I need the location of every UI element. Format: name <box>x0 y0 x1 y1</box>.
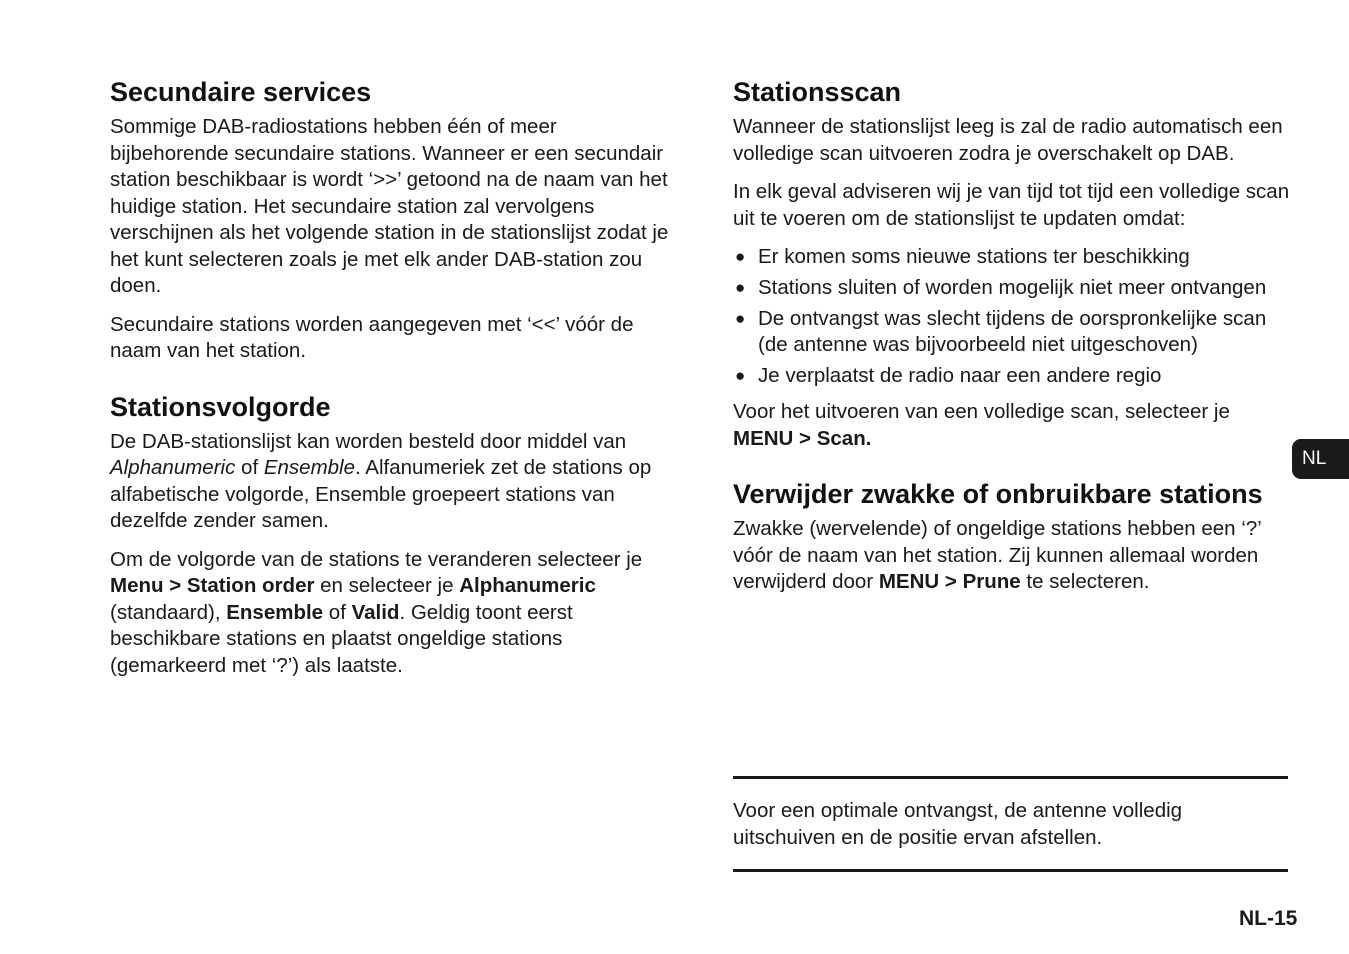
paragraph: Sommige DAB-radiostations hebben één of meer bijbehorende secundaire stations. Wanneer er een secundair station beschikbaar is wordt ‘>>’ getoond na de naam van het huidige station. Het secundaire station zal vervolgens verschijnen als het volgende station in de stationslijst zodat je het kunt selecteren zoals je met elk ander DAB-station zou doen. <box>110 115 669 297</box>
bullet-icon: ● <box>735 309 746 328</box>
menu-path: MENU > Prune <box>878 570 1021 593</box>
text-run: en selecteer je <box>314 574 460 597</box>
list-item <box>733 306 1293 358</box>
bullet-icon: ● <box>735 366 746 385</box>
menu-path: Menu > Station order <box>110 574 315 597</box>
menu-path: MENU > Scan. <box>733 426 872 450</box>
stationsscan-section <box>733 74 1293 452</box>
left-column <box>110 74 670 691</box>
text-run: (standaard), <box>110 600 227 624</box>
text-run: Om de volgorde van de stations te veranderen selecteer je <box>110 547 643 571</box>
bullet-icon: ● <box>735 278 746 297</box>
section-heading: Stationsscan <box>733 77 902 107</box>
stationsvolgorde-section <box>110 389 670 680</box>
bullet-icon: ● <box>735 247 746 266</box>
right-column <box>733 74 1293 608</box>
text-run: . Geldig toont eerst beschikbare stations en plaatst ongeldige stations (gemarkeerd met ‘?’) als laatste. <box>110 600 573 677</box>
list-item-text: Stations sluiten of worden mogelijk niet meer ontvangen <box>758 276 1267 299</box>
text-run: of <box>323 600 352 624</box>
paragraph <box>110 429 670 535</box>
note-bottom-rule <box>733 869 1288 872</box>
note-text: Voor een optimale ontvangst, de antenne volledig uitschuiven en de positie ervan afstellen. <box>733 799 1183 849</box>
section-heading: Stationsvolgorde <box>110 391 331 422</box>
paragraph <box>733 399 1293 452</box>
list-item <box>733 275 1293 301</box>
option-term: Valid <box>351 600 400 624</box>
text-run: Zwakke (wervelende) of ongeldige stations hebben een ‘?’ vóór de naam van het station. Zij kunnen allemaal worden verwijderd door <box>733 517 1262 593</box>
paragraph: In elk geval adviseren wij je van tijd tot tijd een volledige scan uit te voeren om de stationslijst te updaten omdat: <box>733 180 1290 230</box>
text-run: of <box>235 456 264 479</box>
language-tab: NL <box>1292 439 1349 479</box>
bullet-list <box>733 244 1293 389</box>
text-run: . Alfanumeriek zet de stations op alfabetische volgorde, Ensemble groepeert stations van dezelfde zender samen. <box>110 456 652 532</box>
verwijder-stations-section <box>733 476 1293 596</box>
note-top-rule <box>733 776 1288 779</box>
italic-term: Ensemble <box>263 456 356 479</box>
paragraph <box>733 516 1293 596</box>
paragraph: Wanneer de stationslijst leeg is zal de radio automatisch een volledige scan uitvoeren zodra je overschakelt op DAB. <box>733 115 1283 165</box>
text-run: Voor het uitvoeren van een volledige scan, selecteer je <box>733 400 1230 423</box>
list-item-text: Je verplaatst de radio naar een andere regio <box>758 364 1162 387</box>
option-term: Ensemble <box>226 600 324 624</box>
text-run: te selecteren. <box>1020 570 1150 593</box>
option-term: Alphanumeric <box>459 574 596 597</box>
list-item-text: Er komen soms nieuwe stations ter beschikking <box>758 245 1190 268</box>
list-item <box>733 244 1293 270</box>
page-number: NL-15 <box>1239 907 1298 930</box>
list-item-text: De ontvangst was slecht tijdens de oorspronkelijke scan (de antenne was bijvoorbeeld niet uitgeschoven) <box>758 307 1267 356</box>
italic-term: Alphanumeric <box>110 456 236 479</box>
paragraph <box>110 547 670 680</box>
text-run: De DAB-stationslijst kan worden besteld door middel van <box>110 429 627 453</box>
note-box <box>733 798 1288 863</box>
section-heading: Secundaire services <box>110 77 372 107</box>
secundaire-services-section <box>110 74 670 365</box>
list-item <box>733 363 1293 389</box>
section-heading: Verwijder zwakke of onbruikbare stations <box>733 479 1263 509</box>
paragraph: Secundaire stations worden aangegeven met ‘<<’ vóór de naam van het station. <box>110 312 634 362</box>
